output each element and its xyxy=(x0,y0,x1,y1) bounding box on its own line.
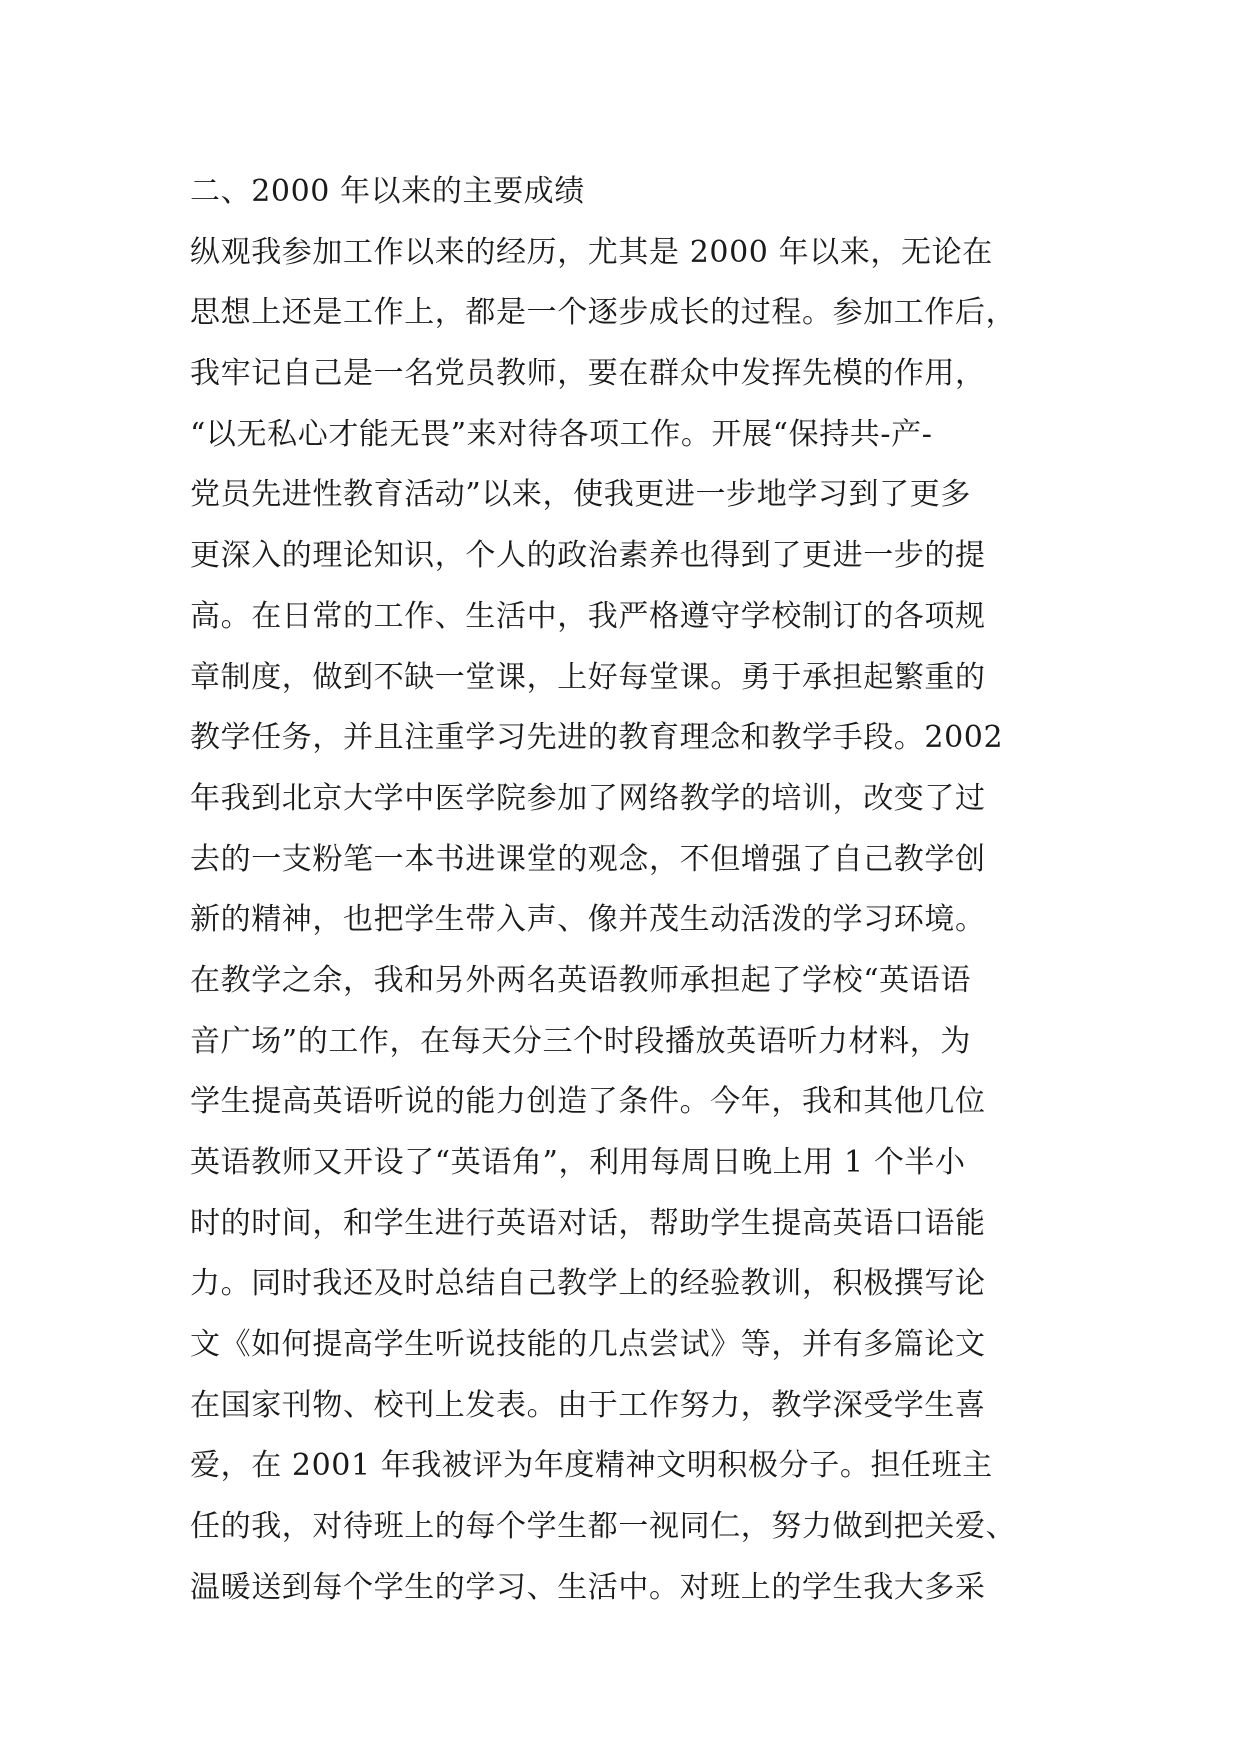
paragraph-line: 年我到北京大学中医学院参加了网络教学的培训，改变了过 xyxy=(190,780,986,816)
paragraph-line: 温暖送到每个学生的学习、生活中。对班上的学生我大多采 xyxy=(190,1569,986,1605)
paragraph-line: 教学任务，并且注重学习先进的教育理念和教学手段。2002 xyxy=(190,720,1004,756)
paragraph-line: 任的我，对待班上的每个学生都一视同仁，努力做到把关爱、 xyxy=(190,1509,1017,1545)
paragraph-line: 时的时间，和学生进行英语对话，帮助学生提高英语口语能 xyxy=(190,1205,986,1241)
paragraph-line: 力。同时我还及时总结自己教学上的经验教训，积极撰写论 xyxy=(190,1266,986,1302)
paragraph-line: 音广场”的工作，在每天分三个时段播放英语听力材料，为 xyxy=(190,1023,971,1059)
paragraph-line: 高。在日常的工作、生活中，我严格遵守学校制订的各项规 xyxy=(190,598,986,634)
paragraph-line: 爱，在 2001 年我被评为年度精神文明积极分子。担任班主 xyxy=(190,1448,993,1484)
paragraph-line: 英语教师又开设了“英语角”，利用每周日晚上用 1 个半小 xyxy=(190,1145,966,1180)
paragraph-line: 在教学之余，我和另外两名英语教师承担起了学校“英语语 xyxy=(190,962,971,998)
paragraph-line: 在国家刊物、校刊上发表。由于工作努力，教学深受学生喜 xyxy=(190,1387,986,1423)
paragraph-line: 我牢记自己是一名党员教师，要在群众中发挥先模的作用， xyxy=(190,356,986,392)
paragraph-line: 去的一支粉笔一本书进课堂的观念，不但增强了自己教学创 xyxy=(190,841,986,877)
section-heading: 二、2000 年以来的主要成绩 xyxy=(190,174,585,209)
paragraph-line: 文《如何提高学生听说技能的几点尝试》等，并有多篇论文 xyxy=(190,1327,986,1363)
paragraph-line: 新的精神，也把学生带入声、像并茂生动活泼的学习环境。 xyxy=(190,902,986,938)
paragraph-line: 章制度，做到不缺一堂课，上好每堂课。勇于承担起繁重的 xyxy=(190,659,986,695)
paragraph-line: 党员先进性教育活动”以来，使我更进一步地学习到了更多 xyxy=(190,477,971,513)
paragraph-line: “以无私心才能无畏”来对待各项工作。开展“保持共-产- xyxy=(190,416,933,452)
paragraph-line: 学生提高英语听说的能力创造了条件。今年，我和其他几位 xyxy=(190,1084,986,1120)
paragraph-line: 更深入的理论知识，个人的政治素养也得到了更进一步的提 xyxy=(190,538,986,574)
document-body xyxy=(190,162,1070,1619)
paragraph-line: 思想上还是工作上，都是一个逐步成长的过程。参加工作后， xyxy=(190,295,1017,331)
paragraph-line: 纵观我参加工作以来的经历，尤其是 2000 年以来，无论在 xyxy=(190,234,993,270)
